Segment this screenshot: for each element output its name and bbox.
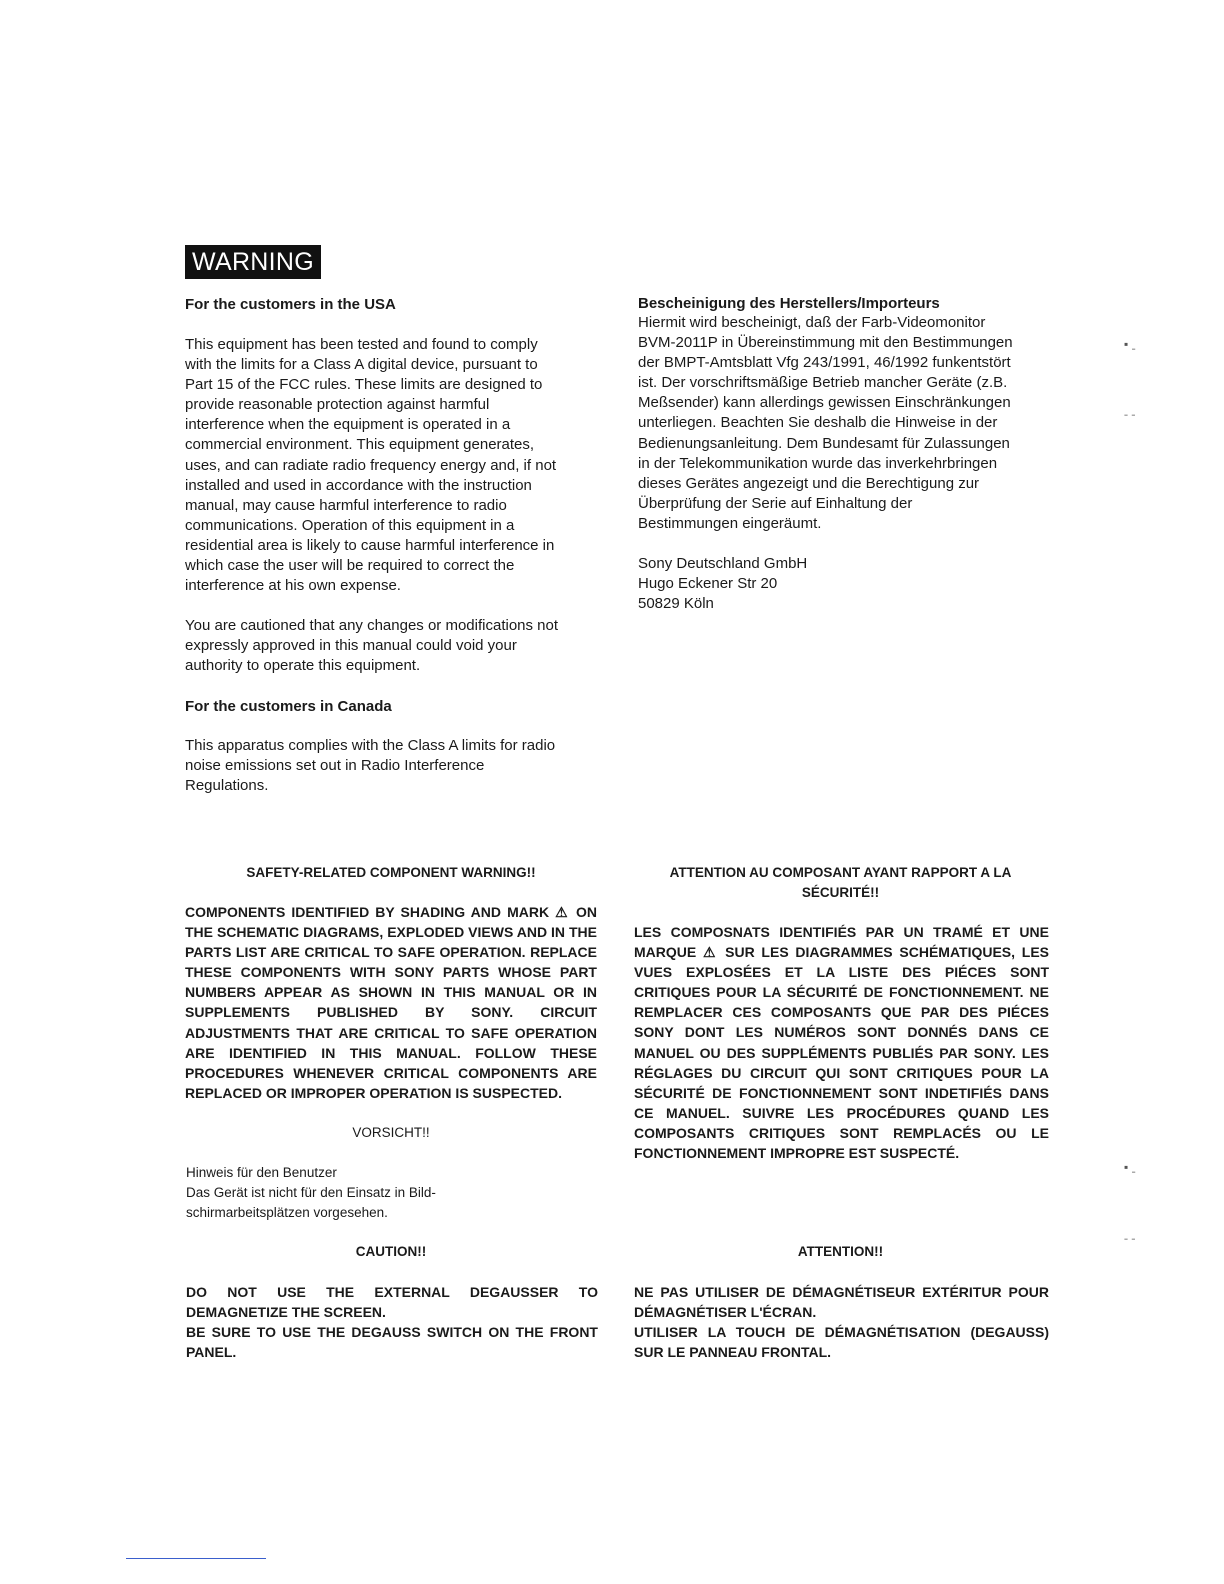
margin-mark: ▪ ˍ bbox=[1124, 1160, 1136, 1174]
attention-fr-body: NE PAS UTILISER DE DÉMAGNÉTISEUR EXTÉRITUR POUR DÉMAGNÉTISER L'ÉCRAN. UTILISER LA TOUCH DE DÉMAGNÉTISATION (DEGAUSS) SUR LE PANNEAU FRONTAL. bbox=[634, 1284, 1049, 1361]
safety-fr-title: ATTENTION AU COMPOSANT AYANT RAPPORT A LA SÉCURITÉ!! bbox=[669, 865, 1012, 900]
usa-paragraph-1: This equipment has been tested and found to comply with the limits for a Class A digital device, pursuant to Part 15 of the FCC rules. These limits are designed to provide reasonable protection against harmful interference when the equipment is operated in a commercial environment. This equipment generates, uses, and can radiate radio frequency energy and, if not installed and used in accordance with the instruction manual, may cause harmful interference to radio communications. Operation of this equipment in a residential area is likely to cause harmful interference in which case the user will be required to correct the interference at his own expense. bbox=[185, 336, 557, 595]
usa-heading: For the customers in the USA bbox=[185, 296, 396, 313]
german-heading: Bescheinigung des Herstellers/Importeurs bbox=[638, 295, 940, 312]
german-address: Sony Deutschland GmbH Hugo Eckener Str 20 50829 Köln bbox=[638, 555, 808, 613]
canada-heading: For the customers in Canada bbox=[185, 698, 392, 715]
caution-en-body: DO NOT USE THE EXTERNAL DEGAUSSER TO DEMAGNETIZE THE SCREEN. BE SURE TO USE THE DEGAUSS SWITCH ON THE FRONT PANEL. bbox=[186, 1284, 598, 1361]
canada-paragraph: This apparatus complies with the Class A limits for radio noise emissions set out in Radio Interference Regulations. bbox=[185, 737, 556, 795]
safety-en-body: COMPONENTS IDENTIFIED BY SHADING AND MARK ⚠ ON THE SCHEMATIC DIAGRAMS, EXPLODED VIEWS AND IN THE PARTS LIST ARE CRITICAL TO SAFE OPERATION. REPLACE THESE COMPONENTS WITH SONY PARTS WHOSE PART NUMBERS APPEAR AS SHOWN IN THIS MANUAL OR IN SUPPLEMENTS PUBLISHED BY SONY. CIRCUIT ADJUSTMENTS THAT ARE CRITICAL TO SAFE OPERATION ARE IDENTIFIED IN THIS MANUAL. FOLLOW THESE PROCEDURES WHENEVER CRITICAL COMPONENTS ARE REPLACED OR IMPROPER OPERATION IS SUSPECTED. bbox=[185, 904, 597, 1101]
margin-mark: ▪ ˍ bbox=[1124, 337, 1136, 351]
bottom-rule bbox=[126, 1558, 266, 1559]
safety-en-title: SAFETY-RELATED COMPONENT WARNING!! bbox=[246, 865, 536, 880]
margin-mark: ˍ ˍ bbox=[1124, 403, 1136, 417]
vorsicht-body: Hinweis für den Benutzer Das Gerät ist nicht für den Einsatz in Bild- schirmarbeitsplätzen vorgesehen. bbox=[186, 1165, 436, 1221]
safety-fr-body: LES COMPOSNATS IDENTIFIÉS PAR UN TRAMÉ ET UNE MARQUE ⚠ SUR LES DIAGRAMMES SCHÉMATIQUES, LES VUES EXPLOSÉES ET LA LISTE DES PIÉCES SONT CRITIQUES POUR LA SÉCURITÉ DE FONCTIONNEMENT. NE REMPLACER CES COMPOSANTS QUE PAR DES PIÉCES SONY DONT LES NUMÉROS SONT DONNÉS DANS CE MANUEL OU DES SUPPLÉMENTS PUBLIÉS PAR SONY. LES RÉGLAGES DU CIRCUIT QUI SONT CRITIQUES POUR LA SÉCURITÉ DE FONCTIONNEMENT SONT INDETIFIÉS DANS CE MANUEL. SUIVRE LES PROCÉDURES QUAND LES COMPOSANTS CRITIQUES SONT REMPLACÉS OU LE FONCTIONNEMENT IMPROPRE EST SUSPECTÉ. bbox=[634, 924, 1049, 1162]
attention-fr-title: ATTENTION!! bbox=[797, 1244, 884, 1259]
margin-mark: ˍ ˍ bbox=[1124, 1227, 1136, 1241]
warning-badge: WARNING bbox=[185, 245, 321, 279]
usa-paragraph-2: You are cautioned that any changes or modifications not expressly approved in this manual could void your authority to operate this equipment. bbox=[185, 617, 559, 675]
vorsicht-title: VORSICHT!! bbox=[352, 1125, 430, 1140]
caution-en-title: CAUTION!! bbox=[355, 1244, 427, 1259]
german-paragraph: Hiermit wird bescheinigt, daß der Farb-Videomonitor BVM-2011P in Übereinstimmung mit den Bestimmungen der BMPT-Amtsblatt Vfg 243/1991, 46/1992 funkentstört ist. Der vorschriftsmäßige Betrieb mancher Geräte (z.B. Meßsender) kann allerdings gewissen Einschränkungen unterliegen. Beachten Sie deshalb die Hinweise in der Bedienungsanleitung. Dem Bundesamt für Zulassungen in der Telekommunikation wurde das inverkehrbringen dieses Gerätes angezeigt und die Berechtigung zur Überprüfung der Serie auf Einhaltung der Bestimmungen eingeräumt. bbox=[638, 314, 1013, 532]
